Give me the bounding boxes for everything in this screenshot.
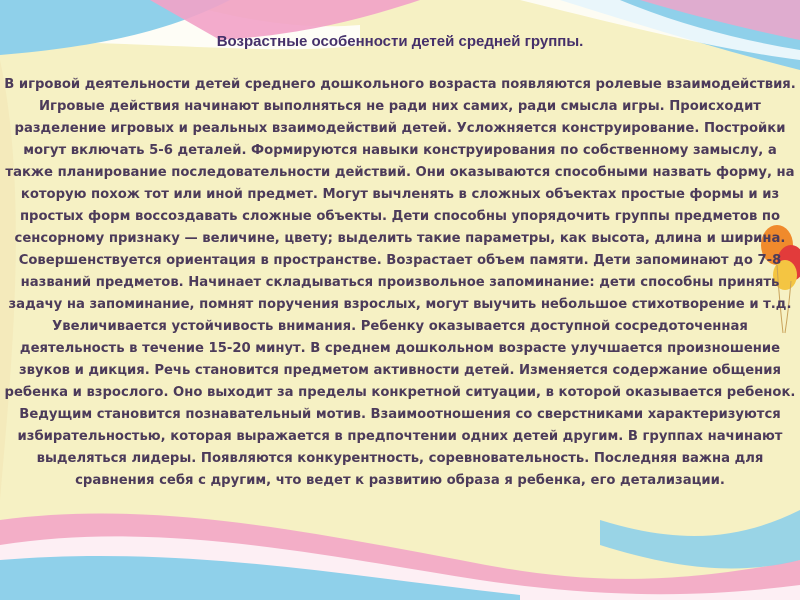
slide-title: Возрастные особенности детей средней группы.	[216, 33, 584, 50]
slide-body-text: В игровой деятельности детей среднего дошкольного возраста появляются ролевые взаимодействия. Игровые действия начинают выполняться не ради них самих, ради смысла игры. Происходит разделение игровых и реальных взаимодействий детей. Усложняется конструирование. Постройки могут включать 5-6 деталей. Формируются навыки конструирования по собственному замыслу, а также планирование последовательности действий. Они оказываются способными назвать форму, на которую похож тот или иной предмет. Могут вычленять в сложных объектах простые формы и из простых форм воссоздавать сложные объекты. Дети способны упорядочить группы предметов по сенсорному признаку — величине, цвету; выделить такие параметры, как высота, длина и ширина. Совершенствуется ориентация в пространстве. Возрастает объем памяти. Дети запоминают до 7-8 названий предметов. Начинает складываться произвольное запоминание: дети способны принять задачу на запоминание, помнят поручения взрослых, могут выучить небольшое стихотворение и т.д. Увеличивается устойчивость внимания. Ребенку оказывается доступной сосредоточенная деятельность в течение 15-20 минут. В среднем дошкольном возрасте улучшается произношение звуков и дикция. Речь становится предметом активности детей. Изменяется содержание общения ребенка и взрослого. Оно выходит за пределы конкретной ситуации, в которой оказывается ребенок. Ведущим становится познавательный мотив. Взаимоотношения со сверстниками характеризуются избирательностью, которая выражается в предпочтении одних детей другим. В группах начинают выделяться лидеры. Появляются конкурентность, соревновательность. Последняя важна для сравнения себя с другим, что ведет к развитию образа я ребенка, его детализации.	[4, 77, 796, 488]
